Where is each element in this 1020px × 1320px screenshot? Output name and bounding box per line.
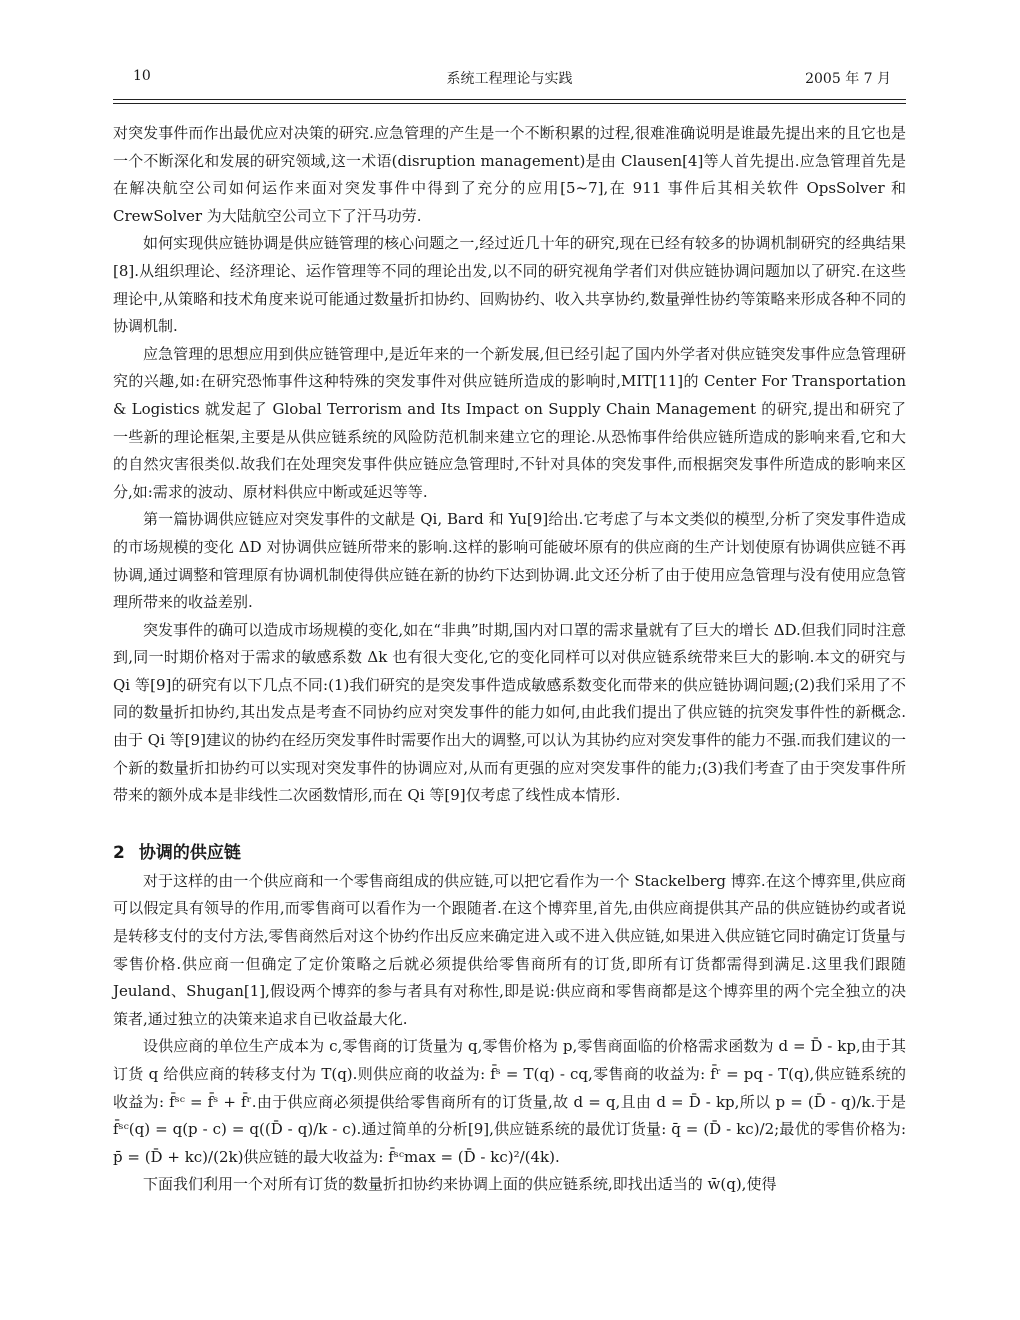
paragraph: 第一篇协调供应链应对突发事件的文献是 Qi, Bard 和 Yu[9]给出.它考虑了与本文类似的模型,分析了突发事件造成的市场规模的变化 ΔD 对协调供应链所带来的影响.这样的影响可能破坏原有的供应商的生产计划使原有协调供应链不再协调,通过调整和管理原有协调机制使得供应链在新的协约下达到协调.此文还分析了由于使用应急管理与没有使用应急管理所带来的收益差别. bbox=[113, 510, 906, 612]
paragraph: 对突发事件而作出最优应对决策的研究.应急管理的产生是一个不断积累的过程,很难准确说明是谁最先提出来的且它也是一个不断深化和发展的研究领域,这一术语(disruption management)是由 Clausen[4]等人首先提出.应急管理首先是在解决航空公司如何运作来面对突发事件中得到了充分的应用[5~7],在 911 事件后其相关软件 OpsSolver 和 CrewSolver 为大陆航空公司立下了汗马功劳. bbox=[113, 124, 906, 225]
paragraph: 突发事件的确可以造成市场规模的变化,如在“非典”时期,国内对口罩的需求量就有了巨大的增长 ΔD.但我们同时注意到,同一时期价格对于需求的敏感系数 Δk 也有很大变化,它的变化同样可以对供应链系统带来巨大的影响.本文的研究与 Qi 等[9]的研究有以下几点不同:(1)我们研究的是突发事件造成敏感系数变化而带来的供应链协调问题;(2)我们采用了不同的数量折扣协约,其出发点是考查不同协约应对突发事件的能力如何,由此我们提出了供应链的抗突发事件性的新概念.由于 Qi 等[9]建议的协约在经历突发事件时需要作出大的调整,可以认为其协约应对突发事件的能力不强.而我们建议的一个新的数量折扣协约可以实现对突发事件的协调应对,从而有更强的应对突发事件的能力;(3)我们考查了由于突发事件所带来的额外成本是非线性二次函数情形,而在 Qi 等[9]仅考虑了线性成本情形. bbox=[113, 620, 906, 805]
body-text bbox=[113, 120, 906, 1199]
section-heading bbox=[113, 838, 906, 868]
journal-title: 系统工程理论与实践 bbox=[446, 71, 573, 87]
section-title: 协调的供应链 bbox=[138, 842, 241, 863]
header-rule-bottom bbox=[113, 103, 906, 104]
issue-date: 2005 年 7 月 bbox=[805, 71, 891, 87]
section-number: 2 bbox=[113, 842, 125, 863]
paragraph: 对于这样的由一个供应商和一个零售商组成的供应链,可以把它看作为一个 Stackelberg 博弈.在这个博弈里,供应商可以假定具有领导的作用,而零售商可以看作为一个跟随者.在这个博弈里,首先,由供应商提供其产品的供应链协约或者说是转移支付的支付方法,零售商然后对这个协约作出反应来确定进入或不进入供应链,如果进入供应链它同时确定订货量与零售价格.供应商一但确定了定价策略之后就必须提供给零售商所有的订货,即所有订货都需得到满足.这里我们跟随 Jeuland、Shugan[1],假设两个博弈的参与者具有对称性,即是说:供应商和零售商都是这个博弈里的两个完全独立的决策者,通过独立的决策来追求自已收益最大化. bbox=[113, 871, 906, 1028]
page-number: 10 bbox=[133, 68, 151, 84]
paragraph: 应急管理的思想应用到供应链管理中,是近年来的一个新发展,但已经引起了国内外学者对供应链突发事件应急管理研究的兴趣,如:在研究恐怖事件这种特殊的突发事件对供应链所造成的影响时,MIT[11]的 Center For Transportation & Logistics 就发起了 Global Terrorism and Its Impact on Supply Chain Management 的研究,提出和研究了一些新的理论框架,主要是从供应链系统的风险防范机制来建立它的理论.从恐怖事件给供应链所造成的影响来看,它和大的自然灾害很类似.故我们在处理突发事件供应链应急管理时,不针对具体的突发事件,而根据突发事件所造成的影响来区分,如:需求的波动、原材料供应中断或延迟等等. bbox=[113, 344, 906, 501]
header-rule-top bbox=[113, 99, 906, 100]
running-header bbox=[113, 68, 906, 98]
paragraph: 如何实现供应链协调是供应链管理的核心问题之一,经过近几十年的研究,现在已经有较多的协调机制研究的经典结果[8].从组织理论、经济理论、运作管理等不同的理论出发,以不同的研究视角学者们对供应链协调问题加以了研究.在这些理论中,从策略和技术角度来说可能通过数量折扣协约、回购协约、收入共享协约,数量弹性协约等策略来形成各种不同的协调机制. bbox=[113, 234, 906, 336]
paragraph: 下面我们利用一个对所有订货的数量折扣协约来协调上面的供应链系统,即找出适当的 w̄(q),使得 bbox=[143, 1175, 777, 1194]
paragraph: 设供应商的单位生产成本为 c,零售商的订货量为 q,零售价格为 p,零售商面临的价格需求函数为 d = D̄ - kp,由于其订货 q 给供应商的转移支付为 T(q).则供应商的收益为: f̄ˢ = T(q) - cq,零售商的收益为: f̄ʳ = pq - T(q),供应链系统的收益为: f̄ˢᶜ = f̄ˢ + f̄ʳ.由于供应商必须提供给零售商所有的订货量,故 d = q,且由 d = D̄ - kp,所以 p = (D̄ - q)/k.于是 f̄ˢᶜ(q) = q(p - c) = q((D̄ - q)/k - c).通过简单的分析[9],供应链系统的最优订货量: q̄ = (D̄ - kc)/2;最优的零售价格为: p̄ = (D̄ + kc)/(2k)供应链的最大收益为: f̄ˢᶜmax = (D̄ - kc)²/(4k). bbox=[113, 1037, 906, 1166]
